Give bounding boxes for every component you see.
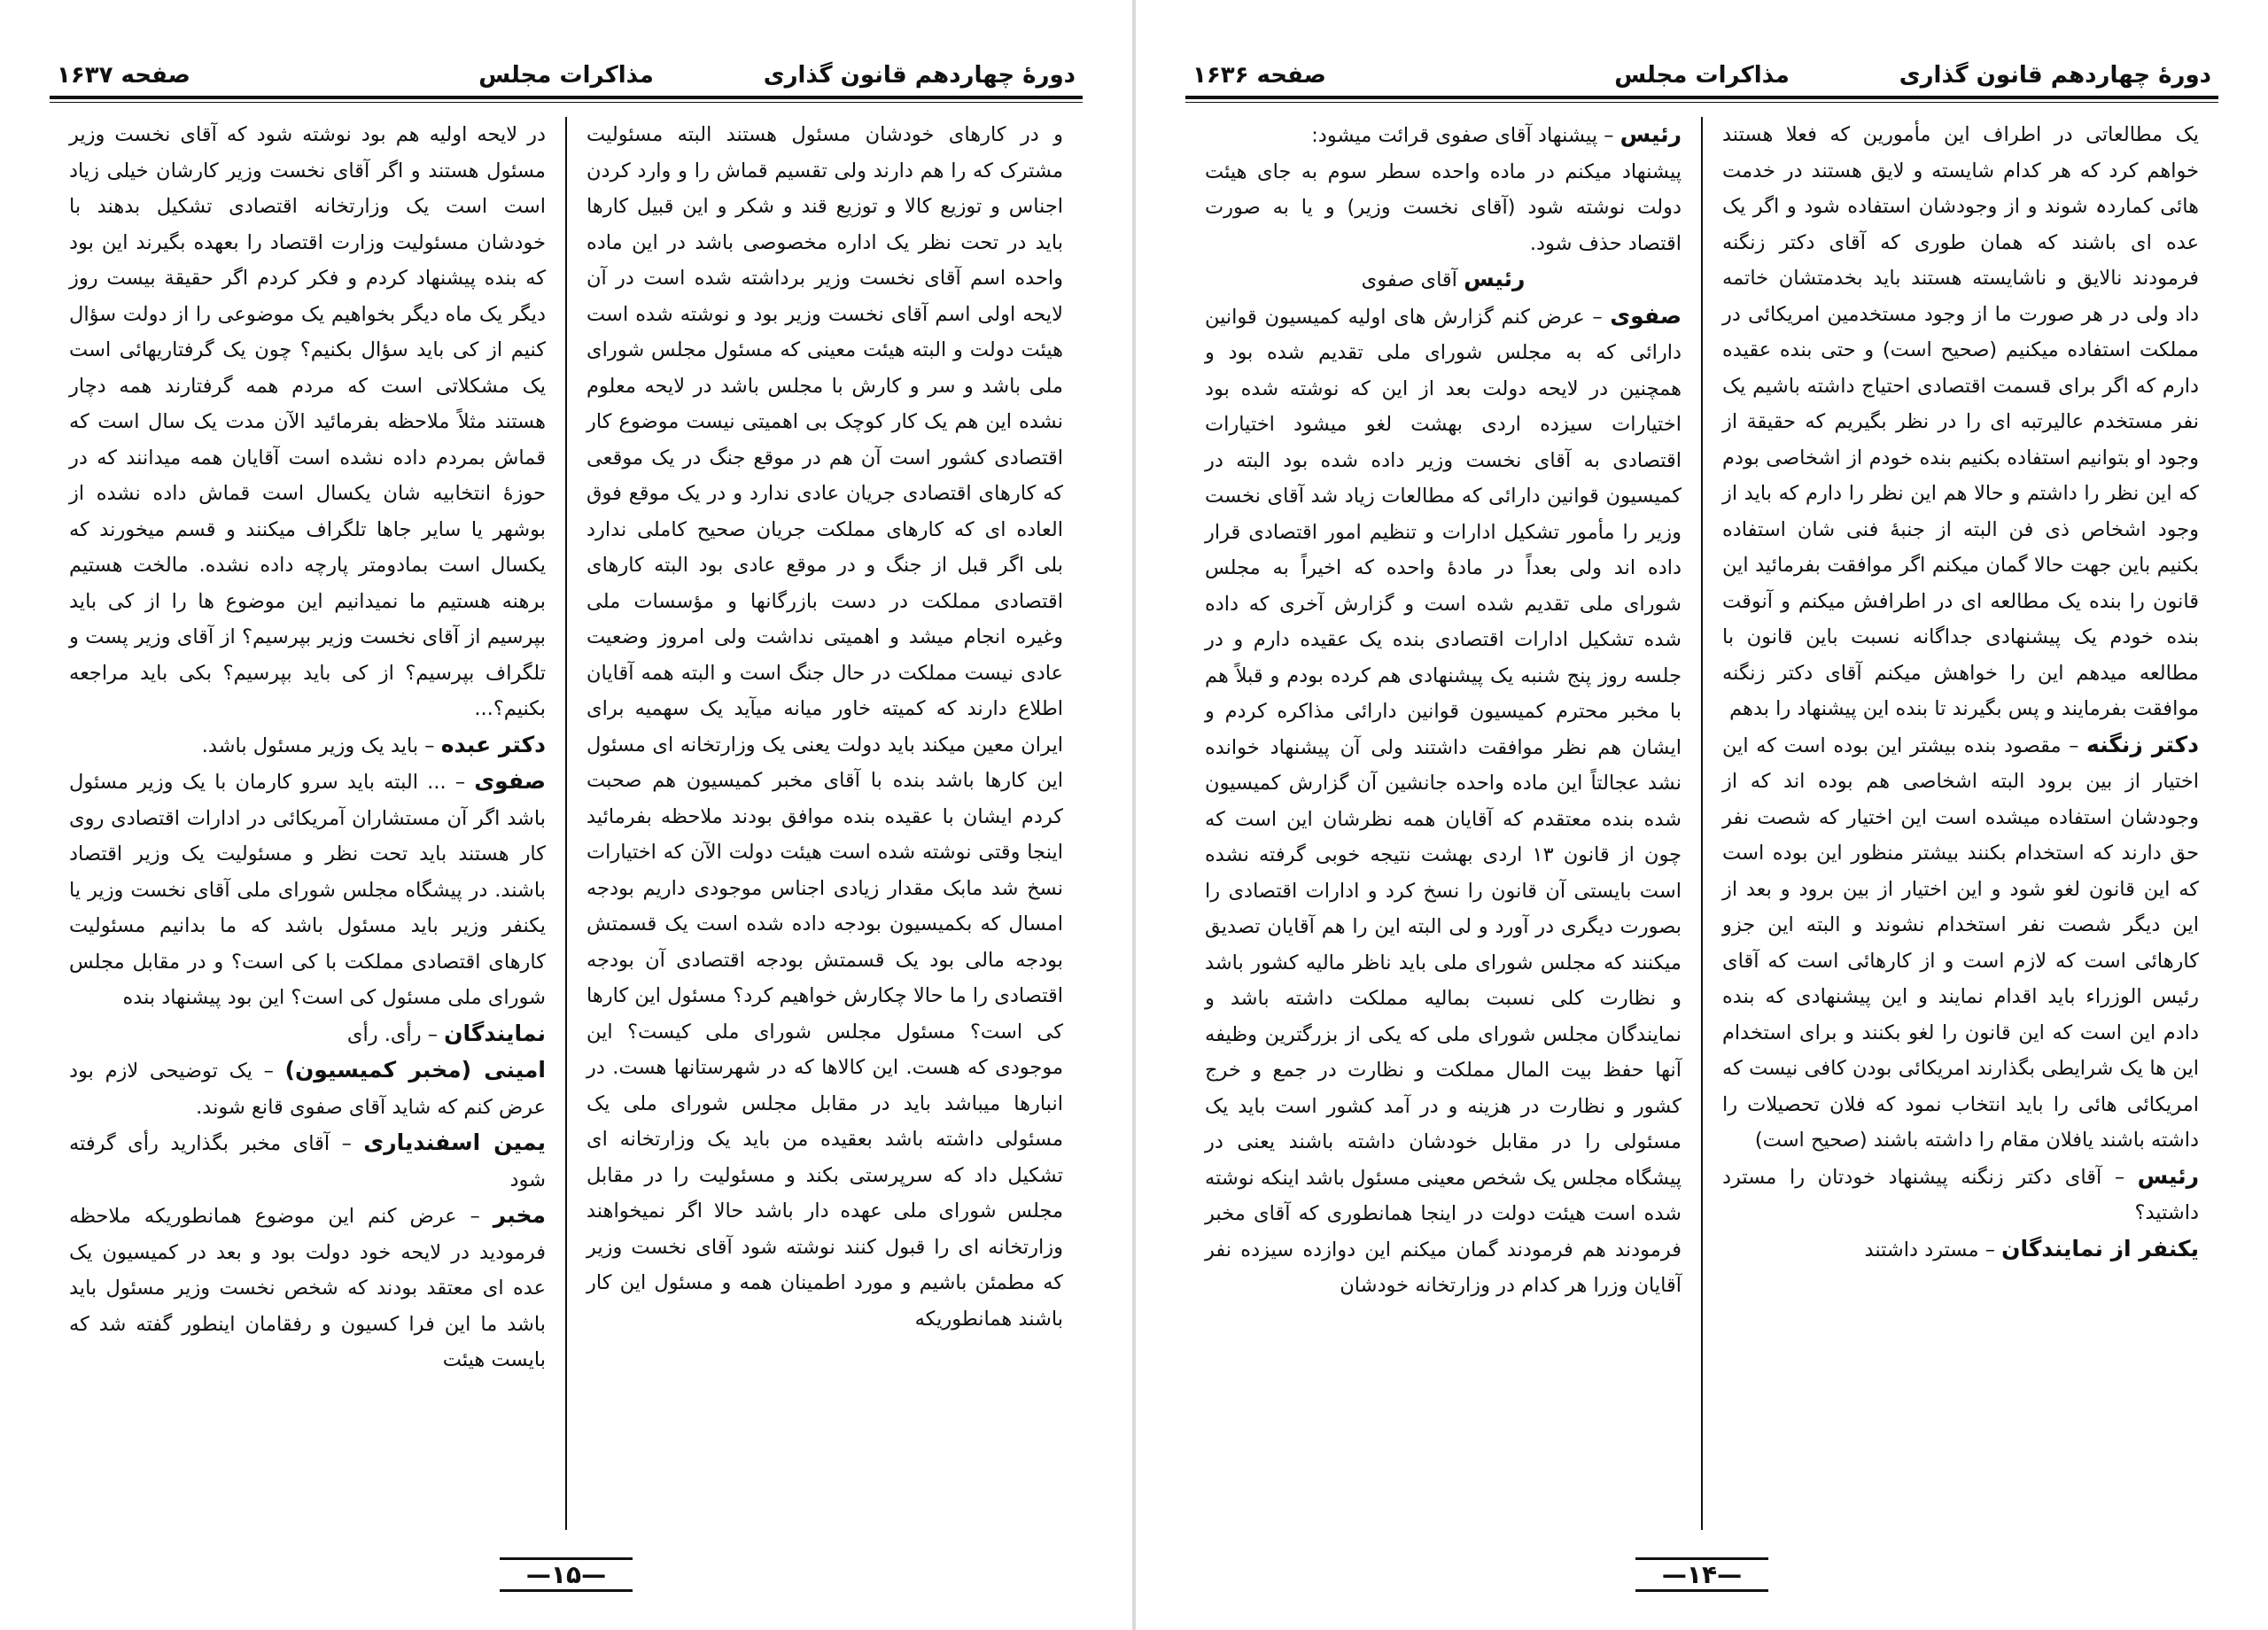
right-page	[1136, 0, 2268, 1630]
paragraph-text: آقای صفوی	[1361, 268, 1457, 291]
header-rule	[1185, 96, 2218, 99]
speech-paragraph: رئیس – پیشنهاد آقای صفوی قرائت میشود:	[1311, 121, 1682, 147]
speaker-name: نمایندگان	[444, 1020, 546, 1046]
left-page-footer	[0, 1560, 1132, 1589]
paragraph-text: یک توضیحی لازم بود عرض کنم که شاید آقای صفوی قانع شوند.	[69, 1060, 546, 1119]
paragraph-text: ... البته باید سرو کارمان با یک وزیر مسئول باشد اگر آن مستشاران آمریکائی در ادارات اقتصادی روی کار هستند باید تحت نظر و مسئولیت یک وزیر اقتصاد باشند. در پیشگاه مجلس شورای ملی آقای نخست وزیر یا یکنفر وزیر باید مسئول باشد که ما بدانیم مسئولیت کارهای اقتصادی مملکت با کی است؟ و در مقابل مجلس شورای ملی مسئول کی است؟ این بود پیشنهاد بنده	[69, 771, 546, 1009]
speech-paragraph: یکنفر از نمایندگان – مسترد داشتند	[1864, 1235, 2199, 1261]
speaker-name: دکتر زنگنه	[2086, 731, 2199, 757]
right-page-columns	[1185, 117, 2218, 1530]
left-page-column-right	[567, 117, 1083, 1530]
right-page-folio: —۱۴—	[1635, 1557, 1768, 1592]
header-rule-thin	[1185, 102, 2218, 103]
paragraph-text: و در کارهای خودشان مسئول هستند البته مسئولیت مشترک که را هم دارند ولی تقسیم قماش را و وارد کردن اجناس و توزیع کالا و توزیع قند و شکر و این قبیل کارها باید در تحت نظر یک اداره مخصوصی باشد در این ماده واحده اسم آقای نخست وزیر برداشته شده است در آن لایحه اولی اسم آقای نخست وزیر بود و نوشته شده است هیئت دولت و البته هیئت معینی که مسئول مجلس شورای ملی باشد و سر و کارش با مجلس باشد در لایحه معلوم نشده این هم یک کار کوچک بی اهمیتی نیست موضوع کار اقتصادی کشور است آن هم در موقع جنگ در یک موقعی که کارهای اقتصادی جریان عادی ندارد و در یک موقع فوق العاده ای که کارهای مملکت جریان صحیح کاملی ندارد بلی اگر قبل از جنگ و در موقع عادی بود البته کارهای اقتصادی مملکت در دست بازرگانها و مؤسسات ملی وغیره انجام میشد و اهمیتی نداشت ولی امروز وضعیت عادی نیست مملکت در حال جنگ است و البته همه آقایان اطلاع دارند که کمیته خاور میانه میآید یک سهمیه برای ایران معین میکند باید دولت یعنی یک وزارتخانه ای مسئول این کارها باشد بنده با آقای مخبر کمیسیون هم صحبت کردم ایشان با عقیده بنده موافق بودند ملاحظه بفرمائید اینجا وقتی نوشته شده است هیئت دولت الآن که اختیارات نسخ شد مابک مقدار زیادی اجناس موجودی داریم بودجه امسال که بکمیسیون بودجه داده شده است یک قسمتش بودجه مالی بود یک قسمتش بودجه اقتصادی آن بودجه اقتصادی را ما حالا چکارش خواهیم کرد؟ مسئول این کارها کی است؟ مسئول مجلس شورای ملی کیست؟ این موجودی که هست. این کالاها که در شهرستانها هست. در انبارها میباشد باید در مقابل مجلس شورای ملی یک مسئولی داشته باشد بعقیده من باید یک وزارتخانه ای تشکیل داد که سرپرستی بکند و مسئولیت را در مقابل مجلس شورای ملی عهده دار باشد حالا اگر نمیخواهند وزارتخانه ای را قبول کنند نوشته شود آقای نخست وزیر که مطمئن باشیم و مورد اطمینان همه و مسئول این کار باشند همانطوریکه	[586, 123, 1063, 1331]
paragraph-text: آقای مخبر بگذارید رأی گرفته شود	[69, 1132, 546, 1191]
right-page-footer	[1136, 1560, 2268, 1589]
speaker-name: امینی (مخبر کمیسیون)	[284, 1057, 546, 1083]
left-page-folio: —۱۵—	[500, 1557, 633, 1592]
speech-paragraph: دکتر زنگنه – مقصود بنده بیشتر این بوده است که این اختیار از بین برود البته اشخاصی هم بوده اند که از وجودشان استفاده میشده است این اختیار که شصت نفر حق دارند که استخدام بکنند بیشتر منظور این بوده است که این قانون لغو شود و این اختیار از بین برود و بعد از این دیگر شصت نفر استخدام نشوند و البته این جزو کارهائی است که لازم است و از کارهائی است که آقای رئیس الوزراء باید اقدام نمایند و این پیشنهادی که بنده دادم این است که این قانون را لغو بکنند و برای استخدام این ها یک شرایطی بگذارند امریکائی بودن کافی نیست که امریکائی هائی را باید انتخاب نمود که فلان تحصیلات را داشته باشند یافلان مقام را داشته باشند (صحیح است)	[1722, 731, 2199, 1152]
speech-paragraph: نمایندگان – رأی. رأی	[346, 1020, 546, 1046]
paragraph	[586, 117, 1063, 1337]
right-page-column-right	[1703, 117, 2218, 1530]
speech-paragraph: یمین اسفندیاری – آقای مخبر بگذارید رأی گرفته شود	[69, 1129, 546, 1191]
paragraph-text: مقصود بنده بیشتر این بوده است که این اختیار از بین برود البته اشخاصی هم بوده اند که از وجودشان استفاده میشده است این اختیار که شصت نفر حق دارند که استخدام بکنند بیشتر منظور این بوده است که این قانون لغو شود و این اختیار از بین برود و بعد از این دیگر شصت نفر استخدام نشوند و البته این جزو کارهائی است که لازم است و از کارهائی است که آقای رئیس الوزراء باید اقدام نمایند و این پیشنهادی که بنده دادم این است که این قانون را لغو بکنند و برای استخدام این ها یک شرایطی بگذارند امریکائی بودن کافی نیست که امریکائی هائی را باید انتخاب نمود که فلان تحصیلات را داشته باشند یافلان مقام را داشته باشند (صحیح است)	[1722, 734, 2199, 1152]
left-page-column-left	[50, 117, 565, 1530]
speaker-name: دکتر عبده	[440, 731, 546, 757]
speech-paragraph: امینی (مخبر کمیسیون) – یک توضیحی لازم بود عرض کنم که شاید آقای صفوی قانع شوند.	[69, 1057, 546, 1119]
paragraph	[69, 117, 546, 727]
speaker-name: رئیس	[1464, 266, 1526, 291]
paragraph-text: آقای دکتر زنگنه پیشنهاد خودتان را مسترد داشتید؟	[1722, 1165, 2199, 1224]
left-header-title: مذاکرات مجلس	[478, 62, 654, 89]
paragraph-text: یک مطالعاتی در اطراف این مأمورین که فعلا هستند خواهم کرد که هر کدام شایسته و لایق هستند در خدمت هائی کماردہ شوند و از وجودشان استفاده شود و اگر یک عده ای باشند که همان طوری که آقای دکتر زنگنه فرمودند نالایق و ناشایسته هستند باید بخدمتشان خاتمه داد ولی در هر صورت ما از وجود مستخدمین امریکائی در مملکت استفاده میکنیم (صحیح است) و حتی بنده عقیده دارم که اگر برای قسمت اقتصادی احتیاج داشته باشیم یک نفر مستخدم عالیرتبه ای را در نظر بگیریم که حقیقة از وجود او بتوانیم استفاده بکنیم بنده خودم از اشخاصی بودم که این نظر را داشتم و حالا هم این نظر را دارم که باید از وجود اشخاص ذی فن البته از جنبۀ فنی شان استفاده بکنیم باین جهت حالا گمان میکنم اگر موافقت بفرمائید این قانون را بنده یک مطالعه ای در اطرافش میکنم و آنوقت بنده خودم یک پیشنهادی جداگانه نسبت باین قانون با مطالعه میدهم این را خواهش میکنم آقای دکتر زنگنه موافقت بفرمایند و پس بگیرند تا بنده این پیشنهاد را بدهم	[1722, 123, 2199, 720]
speaker-name: صفوی	[1610, 302, 1682, 329]
right-page-column-left	[1185, 117, 1701, 1530]
left-page-header	[50, 43, 1083, 94]
column-divider	[1701, 117, 1703, 1530]
header-rule-thin	[50, 102, 1083, 103]
speech-paragraph: صفوی – عرض کنم گزارش های اولیه کمیسیون قوانین دارائی که به مجلس شورای ملی تقدیم شده بود و همچنین در لایحه دولت بعد از این که نوشته شده بود اختیارات سیزده اردی بهشت لغو میشود اختیارات اقتصادی به آقای نخست وزیر داده شده بود البته در کمیسیون قوانین دارائی که مطالعات زیاد شد آقای نخست وزیر را مأمور تشکیل ادارات و تنظیم امور اقتصادی قرار داده اند ولی بعداً در مادۀ واحده که اخیراً به مجلس شورای ملی تقدیم شده است و گزارش آخری که داده شده تشکیل ادارات اقتصادی بنده یک عقیده دارم و در جلسه روز پنج شنبه یک پیشنهادی هم کرده بودم و قبلاً هم با مخبر محترم کمیسیون قوانین دارائی مذاکره کردم و ایشان هم نظر موافقت داشتند ولی آن پیشنهاد خوانده نشد عجالتاً این ماده واحده جانشین آن گزارش کمیسیون شده بنده معتقدم که آقایان همه نظرشان این است که چون از قانون ۱۳ اردی بهشت نتیجه خوبی گرفته نشده است بایستی آن قانون را نسخ کرد و ادارات اقتصادی را بصورت دیگری در آورد و لی البته این را هم آقایان تصدیق میکنند که مجلس شورای ملی باید ناظر مالیه کشور باشد و نظارت کلی نسبت بمالیه مملکت داشته باشد و نمایندگان مجلس شورای ملی که یکی از بزرگترین وظیفه آنها حفظ بیت المال مملکت و نظارت در جمع و خرج کشور و نظارت در هزینه و در آمد کشور است باید یک مسئولی را در مقابل خودشان داشته باشند یعنی در پیشگاه مجلس یک شخص معینی مسئول باشد اینکه نوشته شده است هیئت دولت در اینجا همانطوری که آقای مخبر فرمودند هم فرمودند گمان میکنم این دوازده سیزده نفر آقایان وزرا هر کدام در وزارتخانه خودشان	[1205, 302, 1682, 1297]
left-page	[0, 0, 1132, 1630]
right-header-page-number: صفحه ۱۶۳۶	[1192, 62, 1326, 89]
paragraph-text: مسترد داشتند	[1864, 1238, 1979, 1261]
left-page-columns	[50, 117, 1083, 1530]
speaker-name: رئیس	[2137, 1162, 2199, 1189]
speech-paragraph: مخبر – عرض کنم این موضوع همانطوریکه ملاحظه فرمودید در لایحه خود دولت بود و بعد در کمیسیون یک عده ای معتقد بودند که شخص نخست وزیر مسئول باید باشد ما این فرا کسیون و رفقامان اینطور گفته شد که بایست هیئت	[69, 1202, 547, 1371]
paragraph-text: رأی. رأی	[346, 1022, 422, 1046]
paragraph-text: عرض کنم این موضوع همانطوریکه ملاحظه فرمودید در لایحه خود دولت بود و بعد در کمیسیون یک عده ای معتقد بودند که شخص نخست وزیر مسئول باید باشد ما این فرا کسیون و رفقامان اینطور گفته شد که بایست هیئت	[69, 1205, 546, 1371]
speaker-name: صفوی	[474, 768, 546, 794]
paragraph	[1722, 117, 2199, 727]
speaker-name: یمین اسفندیاری	[363, 1129, 546, 1155]
column-divider	[565, 117, 567, 1530]
paragraph-text: باید یک وزیر مسئول باشد.	[201, 734, 419, 757]
header-rule	[50, 96, 1083, 99]
left-header-session: دورۀ چهاردهم قانون گذاری	[763, 62, 1076, 89]
paragraph-text: پیشنهاد میکنم در ماده واحده سطر سوم به جای هیئت دولت نوشته شود (آقای نخست وزیر) و یا به صورت اقتصاد حذف شود.	[1205, 159, 1682, 255]
paragraph	[1205, 154, 1682, 262]
speech-paragraph: رئیس – آقای دکتر زنگنه پیشنهاد خودتان را مسترد داشتید؟	[1722, 1162, 2199, 1224]
speech-paragraph	[1205, 261, 1682, 299]
right-header-session: دورۀ چهاردهم قانون گذاری	[1899, 62, 2211, 89]
right-header-title: مذاکرات مجلس	[1614, 62, 1790, 89]
speech-paragraph: دکتر عبده – باید یک وزیر مسئول باشد.	[201, 731, 546, 757]
left-header-page-number: صفحه ۱۶۳۷	[57, 62, 190, 89]
paragraph-text: در لایحه اولیه هم بود نوشته شود که آقای نخست وزیر مسئول هستند و اگر آقای نخست وزیر کارشان خیلی زیاد است است یک وزارتخانه اقتصادی تشکیل بدهند با خودشان مسئولیت وزارت اقتصاد را بعهده بگیرند این بود که بنده پیشنهاد کردم و فکر کردم اگر حقیقة بیست روز دیگر یک ماه دیگر بخواهیم یک موضوعی را از دولت سؤال کنیم از کی باید سؤال بکنیم؟ چون یک گرفتاریهائی است یک مشکلاتی است که مردم همه گرفتارند همه دچار هستند مثلاً ملاحظه بفرمائید الآن مدت یک سال است که قماش بمردم داده نشده است آقایان همه میدانند که در حوزۀ انتخابیه شان یکسال است قماش داده نشده از بوشهر یا سایر جاها تلگراف میکنند و قسم میخورند که یکسال است بمادومتر پارچه داده نشده. مالخت هستیم برهنه هستیم ما نمیدانیم این موضوع ها را از کی باید بپرسیم از آقای نخست وزیر بپرسیم؟ از آقای وزیر پست و تلگراف بپرسیم؟ از کی باید بپرسیم؟ بکی باید مراجعه بکنیم؟...	[69, 123, 546, 720]
paragraph-text: عرض کنم گزارش های اولیه کمیسیون قوانین دارائی که به مجلس شورای ملی تقدیم شده بود و همچنین در لایحه دولت بعد از این که نوشته شده بود اختیارات سیزده اردی بهشت لغو میشود اختیارات اقتصادی به آقای نخست وزیر داده شده بود البته در کمیسیون قوانین دارائی که مطالعات زیاد شد آقای نخست وزیر را مأمور تشکیل ادارات و تنظیم امور اقتصادی قرار داده اند ولی بعداً در مادۀ واحده که اخیراً به مجلس شورای ملی تقدیم شده است و گزارش آخری که داده شده تشکیل ادارات اقتصادی بنده یک عقیده دارم و در جلسه روز پنج شنبه یک پیشنهادی هم کرده بودم و قبلاً هم با مخبر محترم کمیسیون قوانین دارائی مذاکره کردم و ایشان هم نظر موافقت داشتند ولی آن پیشنهاد خوانده نشد عجالتاً این ماده واحده جانشین آن گزارش کمیسیون شده بنده معتقدم که آقایان همه نظرشان این است که چون از قانون ۱۳ اردی بهشت نتیجه خوبی گرفته نشده است بایستی آن قانون را نسخ کرد و ادارات اقتصادی را بصورت دیگری در آورد و لی البته این را هم آقایان تصدیق میکنند که مجلس شورای ملی باید ناظر مالیه کشور باشد و نظارت کلی نسبت بمالیه مملکت داشته باشد و نمایندگان مجلس شورای ملی که یکی از بزرگترین وظیفه آنها حفظ بیت المال مملکت و نظارت در جمع و خرج کشور و نظارت در هزینه و در آمد کشور است باید یک مسئولی را در مقابل خودشان داشته باشند یعنی در پیشگاه مجلس یک شخص معینی مسئول باشد اینکه نوشته شده است هیئت دولت در اینجا همانطوری که آقای مخبر فرمودند هم فرمودند گمان میکنم این دوازده سیزده نفر آقایان وزرا هر کدام در وزارتخانه خودشان	[1205, 305, 1682, 1297]
right-page-header	[1185, 43, 2218, 94]
speaker-name: رئیس	[1619, 121, 1682, 147]
speaker-name: یکنفر از نمایندگان	[2001, 1235, 2199, 1261]
speech-paragraph: صفوی – ... البته باید سرو کارمان با یک وزیر مسئول باشد اگر آن مستشاران آمریکائی در ادارات اقتصادی روی کار هستند باید تحت نظر و مسئولیت یک وزیر اقتصاد باشند. در پیشگاه مجلس شورای ملی آقای نخست وزیر یا یکنفر وزیر باید مسئول باشد که ما بدانیم مسئولیت کارهای اقتصادی مملکت با کی است؟ و در مقابل مجلس شورای ملی مسئول کی است؟ این بود پیشنهاد بنده	[69, 768, 546, 1009]
paragraph-text: پیشنهاد آقای صفوی قرائت میشود:	[1311, 124, 1598, 147]
speaker-name: مخبر	[493, 1202, 547, 1228]
